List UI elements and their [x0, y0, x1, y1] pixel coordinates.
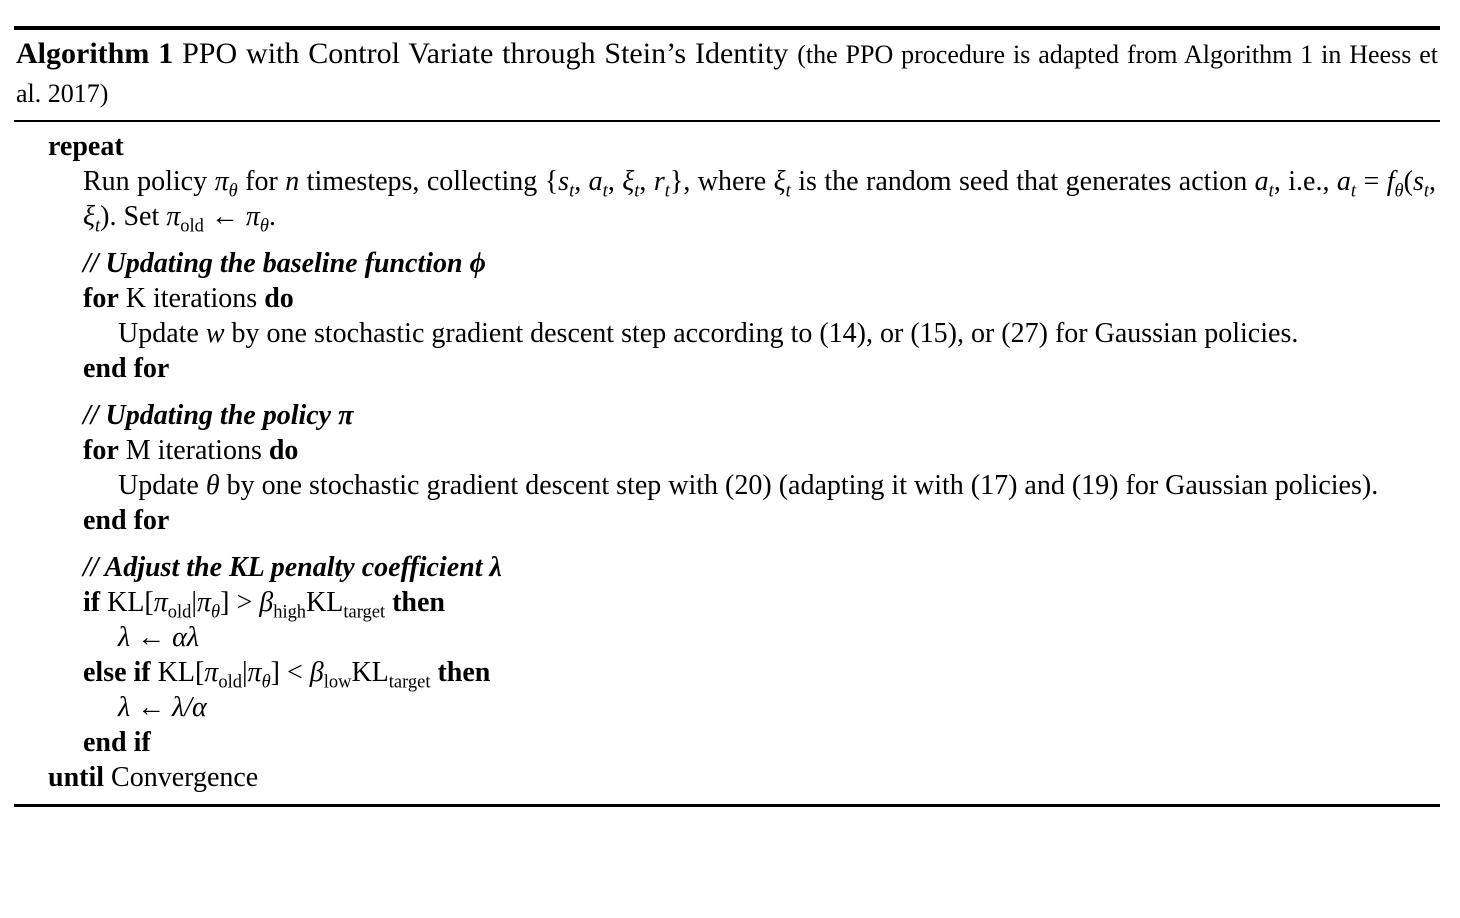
algo-line-lambda-decrease: λ ← λ/α — [118, 692, 207, 723]
algorithm-caption — [16, 35, 1438, 113]
algorithm-title: PPO with Control Variate through Stein’s Identity — [182, 37, 789, 70]
algorithm-body — [16, 129, 1436, 795]
algo-line-if-kl-high: if $KL[\pi_{old}|\pi_\theta] > \beta_{high}KL_{target}$ then — [83, 587, 445, 622]
algorithm-title-note: (the PPO procedure is adapted from Algorithm 1 in Heess et al. 2017) — [16, 40, 1438, 108]
algorithm-box — [0, 26, 1460, 807]
algo-line-end-for-baseline: end for — [83, 353, 170, 384]
algo-line-comment-policy: // Updating the policy π — [83, 400, 354, 431]
algo-line-repeat: repeat — [48, 131, 124, 162]
algo-line-for-m-iterations: for M iterations do — [83, 435, 299, 466]
algo-line-lambda-increase: λ ← αλ — [118, 622, 199, 653]
algo-line-run-policy: Run policy $\pi_\theta$ for n timesteps, collecting {$s_t$, $a_t$, $\xi_t$, $r_t$}, where $\xi_t$ is the random seed that generates action $a_t$, i.e., $a_t = f_\theta(s_t$, $\xi_t$). Set $\pi_{old}$ ← $\pi_\theta$. — [83, 166, 1436, 236]
algo-line-comment-kl: // Adjust the KL penalty coefficient λ — [83, 552, 502, 583]
algo-line-update-theta: Update θ by one stochastic gradient descent step with (20) (adapting it with (17) and (19) for Gaussian policies). — [118, 470, 1379, 501]
algorithm-number-label: Algorithm 1 — [16, 37, 174, 70]
algo-line-end-for-policy: end for — [83, 505, 170, 536]
algo-line-for-k-iterations: for K iterations do — [83, 283, 294, 314]
algo-line-until-convergence: until Convergence — [48, 762, 259, 793]
algo-line-end-if: end if — [83, 727, 151, 758]
caption-divider-rule — [14, 120, 1440, 122]
bottom-rule — [14, 804, 1440, 807]
algo-line-else-if-kl-low: else if $KL[\pi_{old}|\pi_\theta] < \beta_{low}KL_{target}$ then — [83, 657, 491, 692]
top-rule — [14, 26, 1440, 30]
algo-line-update-w: Update w by one stochastic gradient descent step according to (14), or (15), or (27) for Gaussian policies. — [118, 318, 1299, 349]
algo-line-comment-baseline: // Updating the baseline function ϕ — [83, 248, 486, 279]
